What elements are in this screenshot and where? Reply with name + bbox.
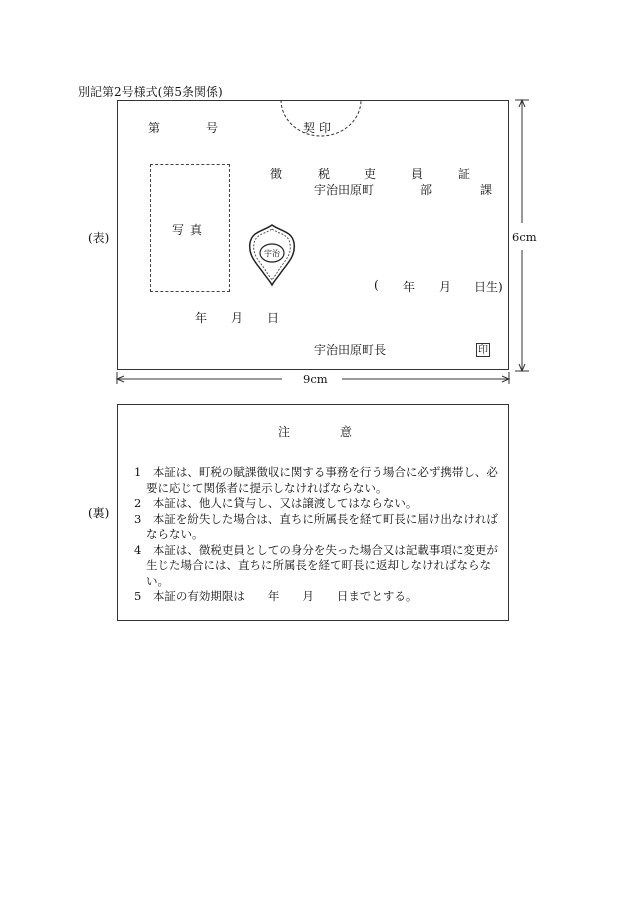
number-prefix: 第 — [148, 121, 161, 135]
town-emblem-icon — [248, 223, 296, 287]
number-suffix: 号 — [206, 121, 219, 135]
photo-label: 写真 — [171, 223, 208, 237]
affiliation-department: 部 — [420, 183, 433, 197]
issuer-name: 宇治田原町長 — [314, 343, 387, 357]
id-card-back — [117, 404, 509, 621]
note-item-5: 5 本証の有効期限は 年 月 日までとする。 — [134, 589, 418, 603]
front-side-label: (表) — [88, 231, 110, 245]
birth-year: 年 — [403, 280, 416, 294]
width-dimension-label: 9cm — [303, 372, 328, 386]
issue-year: 年 — [195, 311, 208, 325]
card-title-char-1: 徴 — [270, 167, 283, 181]
notes-list — [134, 465, 504, 605]
card-title-char-2: 税 — [318, 167, 331, 181]
note-item-2: 2 本証は、他人に貸与し、又は譲渡してはならない。 — [134, 496, 418, 510]
birth-day-suffix: 日生) — [474, 280, 503, 294]
id-card-front — [117, 100, 509, 370]
issue-month: 月 — [231, 311, 244, 325]
notes-title-char-1: 注 — [278, 425, 291, 439]
notes-title-char-2: 意 — [340, 425, 353, 439]
affiliation-section: 課 — [480, 183, 493, 197]
card-title-char-5: 証 — [458, 167, 471, 181]
note-item-3: 3 本証を紛失した場合は、直ちに所属長を経て町長に届け出なければならない。 — [134, 511, 498, 541]
back-side-label: (裏) — [88, 506, 110, 520]
issue-day: 日 — [267, 311, 280, 325]
height-dimension-label: 6cm — [512, 230, 537, 244]
birth-open-paren: ( — [374, 278, 379, 292]
card-title-char-3: 吏 — [364, 167, 377, 181]
issuer-seal: 印 — [478, 345, 488, 356]
note-item-1: 1 本証は、町税の賦課徴収に関する事務を行う場合に必ず携帯し、必要に応じて関係者に提示しなければならない。 — [134, 465, 498, 495]
card-title-char-4: 員 — [411, 167, 424, 181]
affiliation-town: 宇治田原町 — [314, 183, 375, 197]
tally-seal-label: 契印 — [303, 121, 336, 135]
birth-month: 月 — [439, 280, 452, 294]
photo-area — [150, 164, 230, 292]
form-title: 別記第2号様式(第5条関係) — [78, 85, 223, 99]
emblem-text: 宇治 — [264, 249, 280, 258]
note-item-4: 4 本証は、徴税吏員としての身分を失った場合又は記載事項に変更が生じた場合には、直ちに所属長を経て町長に返却しなければならない。 — [134, 542, 498, 588]
